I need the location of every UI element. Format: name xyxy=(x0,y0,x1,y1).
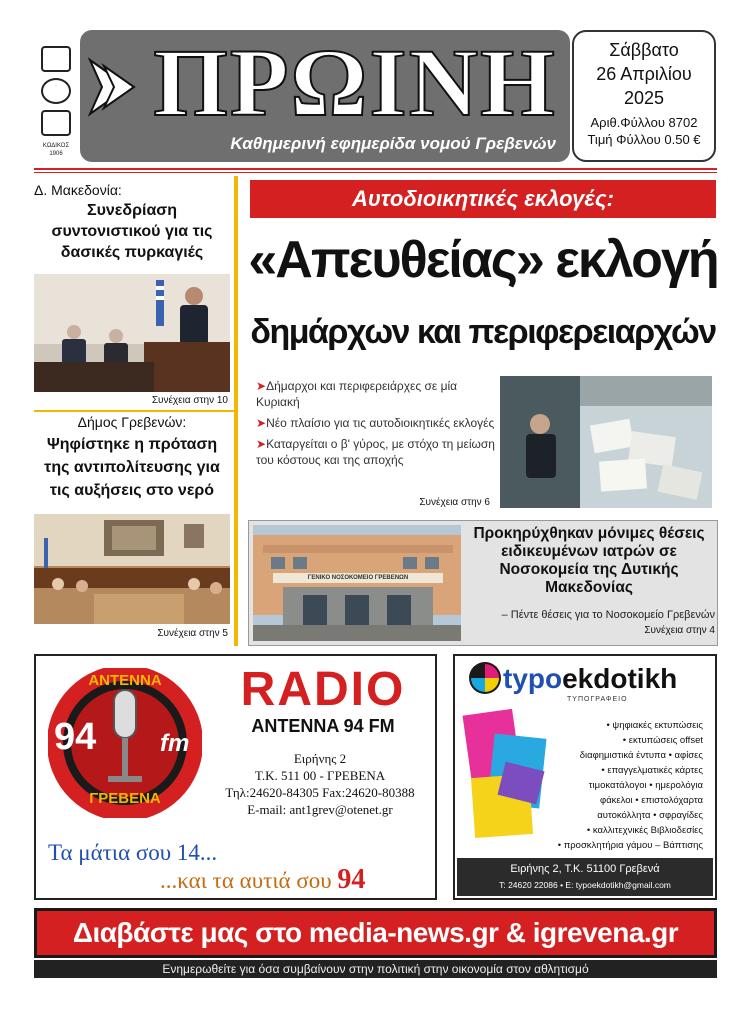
continued-6[interactable]: Συνέχεια στην 6 xyxy=(419,497,490,508)
issue-number: Αριθ.Φύλλου 8702 xyxy=(590,115,698,130)
continued-4[interactable]: Συνέχεια στην 4 xyxy=(644,625,715,636)
story-kicker: Δήμος Γρεβενών: xyxy=(77,414,187,430)
continued-10[interactable]: Συνέχεια στην 10 xyxy=(151,395,228,406)
issue-date: 26 Απριλίου xyxy=(596,64,692,84)
radio-slogan-1: Τα μάτια σου 14... xyxy=(48,840,218,865)
bullet-text: Καταργείται ο β' γύρος, με στόχο τη μείωση του κόστους και της αποχής xyxy=(256,437,495,467)
logo-frequency: 94 xyxy=(54,716,97,758)
radio-contact xyxy=(202,750,438,818)
print-brand xyxy=(503,662,677,696)
logo-fm: fm xyxy=(160,730,190,757)
radio-slogan-2 xyxy=(160,864,365,896)
issue-price: Τιμή Φύλλου 0.50 € xyxy=(587,132,701,147)
bullet-arrow-icon: ➤ xyxy=(256,379,267,393)
print-ad-footer xyxy=(457,858,713,896)
radio-slogan-2-number: 94 xyxy=(337,864,366,895)
main-subheadline: δημάρχων και περιφερειαρχών xyxy=(250,313,716,351)
arrow-icon xyxy=(88,52,138,122)
bullet-item xyxy=(256,378,496,410)
hospital-story[interactable] xyxy=(248,520,718,646)
service-item: διαφημιστικά έντυπα • αφίσες xyxy=(579,750,703,761)
seal-icon xyxy=(41,78,71,104)
left-story-1[interactable] xyxy=(34,182,230,263)
radio-ad[interactable] xyxy=(34,654,437,900)
radio-address-line1: Ειρήνης 2 xyxy=(293,751,347,766)
bullet-arrow-icon: ➤ xyxy=(256,416,267,430)
bullet-text: Δήμαρχοι και περιφερειάρχες σε μία Κυριακή xyxy=(256,379,458,409)
hospital-sign: ΓΕΝΙΚΟ ΝΟΣΟΚΟΜΕΙΟ ΓΡΕΒΕΝΩΝ xyxy=(307,575,409,581)
epa-logo-icon xyxy=(41,46,71,72)
service-item: • καλλιτεχνικές Βιβλιοδεσίες xyxy=(586,825,703,836)
print-samples-image xyxy=(461,706,551,842)
read-us-online-banner[interactable]: Διαβάστε μας στο media-news.gr & igrevena.gr xyxy=(34,908,717,958)
masthead-badges xyxy=(36,42,76,172)
service-item: τιμοκατάλογοι • ημερολόγια xyxy=(588,780,703,791)
story-kicker: Δ. Μακεδονία: xyxy=(34,182,122,198)
newspaper-tagline: Καθημερινή εφημερίδα νομού Γρεβενών xyxy=(230,134,556,153)
radio-subtitle: ANTENNA 94 FM xyxy=(251,716,395,736)
masthead-banner xyxy=(80,30,570,162)
logo-ring-top: ΑΝΤΕΝΝΑ xyxy=(88,672,162,689)
registry-icon xyxy=(41,110,71,136)
bullet-arrow-icon: ➤ xyxy=(256,437,267,451)
column-divider xyxy=(234,176,238,646)
main-bullets xyxy=(256,378,496,473)
ballot-photo xyxy=(500,376,712,508)
hospital-headline: Προκηρύχθηκαν μόνιμες θέσεις ειδικευμένων ιατρών σε Νοσοκομεία της Δυτικής Μακεδονίας xyxy=(473,525,705,596)
service-item: • επαγγελματικές κάρτες xyxy=(601,765,703,776)
logo-ring-bottom: ΓΡΕΒΕΝΑ xyxy=(89,790,161,807)
radio-title: RADIO xyxy=(240,663,406,716)
issue-year: 2025 xyxy=(623,88,665,108)
radio-address-line2: Τ.Κ. 511 00 - ΓΡΕΒΕΝΑ xyxy=(254,768,386,783)
hospital-photo xyxy=(253,525,461,641)
bullet-item xyxy=(256,436,496,468)
service-item: • εκτυπώσεις offset xyxy=(622,735,703,746)
hospital-subheadline: – Πέντε θέσεις για το Νοσοκομείο Γρεβενών xyxy=(501,609,715,621)
story-headline: Ψηφίστηκε η πρόταση της αντιπολίτευσης για τις αυξήσεις στο νερό xyxy=(44,436,220,499)
main-headline[interactable]: «Απευθείας» εκλογή xyxy=(248,231,718,289)
footer-subtitle: Ενημερωθείτε για όσα συμβαίνουν στην πολιτική στην οικονομία στον αθλητισμό xyxy=(34,960,717,978)
service-item: • προσκλητήρια γάμου – Βάπτισης xyxy=(557,840,703,851)
print-brand-subtitle: ΤΥΠΟΓΡΑΦΕΙΟ xyxy=(567,696,628,703)
masthead-divider-thin xyxy=(34,172,717,173)
election-banner: Αυτοδιοικητικές εκλογές: xyxy=(250,180,716,218)
story-divider xyxy=(34,410,234,412)
service-item: φάκελοι • επιστολόχαρτα xyxy=(600,795,703,806)
date-box xyxy=(572,30,716,162)
brand-part-b: ekdotikh xyxy=(562,663,678,694)
council-photo xyxy=(34,514,230,624)
print-shop-ad[interactable] xyxy=(453,654,717,900)
typoekdotikh-logo-icon xyxy=(467,660,503,696)
brand-part-a: typo xyxy=(503,663,563,694)
bullet-text: Νέο πλαίσιο για τις αυτοδιοικητικές εκλογές xyxy=(266,416,495,430)
print-address: Ειρήνης 2, Τ.Κ. 51100 Γρεβενά xyxy=(510,863,660,875)
code-label: ΚΩΔΙΚΟΣ xyxy=(42,143,70,149)
radio-slogan-2-text: ...και τα αυτιά σου xyxy=(160,868,338,893)
masthead-divider xyxy=(34,168,717,170)
print-services xyxy=(551,718,703,853)
code-number: 1906 xyxy=(49,151,63,157)
issue-day: Σάββατο xyxy=(609,40,679,60)
radio-email[interactable]: E-mail: ant1grev@otenet.gr xyxy=(247,802,393,817)
print-contact[interactable]: Τ: 24620 22086 • Ε: typoekdotikh@gmail.com xyxy=(499,880,671,890)
bullet-item xyxy=(256,415,496,431)
continued-5[interactable]: Συνέχεια στην 5 xyxy=(157,628,228,639)
left-story-2[interactable] xyxy=(34,414,230,502)
newspaper-title: ΠΡΩΙΝΗ xyxy=(153,30,557,136)
story-headline: Συνεδρίαση συντονιστικού για τις δασικές πυρκαγιές xyxy=(51,202,213,261)
meeting-photo xyxy=(34,274,230,392)
radio-phones: Τηλ:24620-84305 Fax:24620-80388 xyxy=(225,785,415,800)
service-item: αυτοκόλλητα • σφραγίδες xyxy=(597,810,703,821)
service-item: • ψηφιακές εκτυπώσεις xyxy=(606,720,703,731)
